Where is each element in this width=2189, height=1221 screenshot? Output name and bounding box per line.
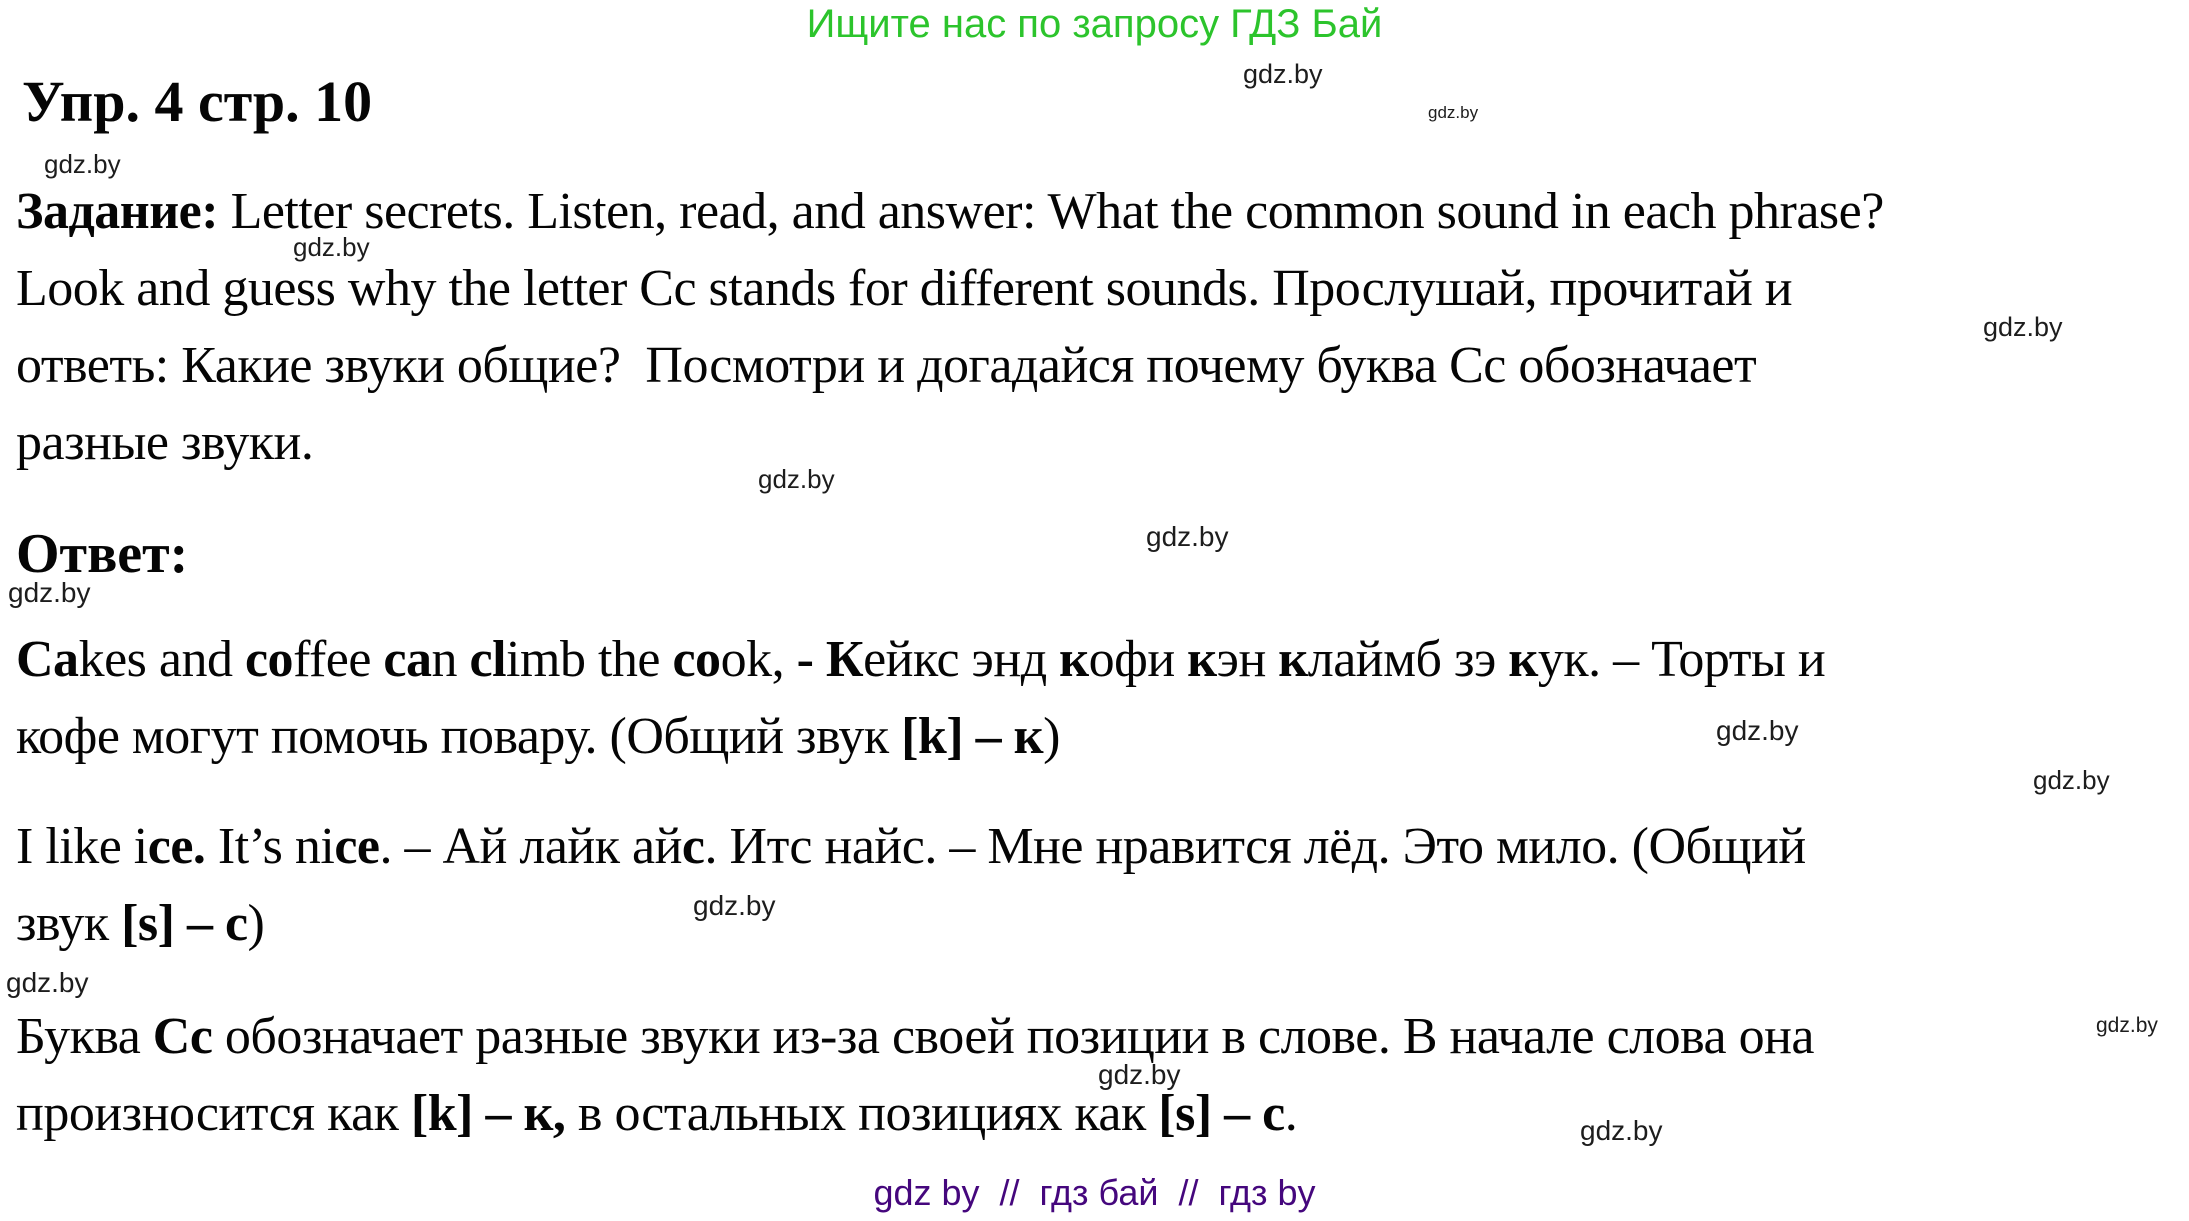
answer-line-4: [16, 894, 264, 953]
bold-text-segment: к: [1187, 631, 1217, 688]
bold-text-segment: ce: [334, 818, 380, 875]
text-segment: лаймб зэ: [1307, 631, 1509, 688]
text-segment: . Итс найс. – Мне нравится лёд. Это мило. (Общий: [704, 818, 1806, 875]
text-segment: It’s ni: [205, 818, 335, 875]
bold-text-segment: Задание:: [16, 183, 231, 240]
text-segment: разные звуки.: [16, 414, 314, 471]
bold-text-segment: Cc: [152, 1008, 213, 1065]
bold-text-segment: к: [1508, 631, 1538, 688]
answer-line-3: [16, 817, 1806, 876]
text-segment: ук. – Торты и: [1537, 631, 1826, 688]
bold-text-segment: Ca: [16, 631, 79, 688]
gdz-watermark: gdz.by: [1243, 59, 1323, 89]
text-segment: обозначает разные звуки из-за своей позиции в слове. В начале слова она: [212, 1008, 1814, 1065]
gdz-watermark: gdz.by: [2096, 1014, 2158, 1037]
answer-line-5: [16, 1007, 1814, 1066]
gdz-watermark: gdz.by: [1098, 1059, 1181, 1090]
bold-text-segment: co: [672, 631, 721, 688]
gdz-watermark: gdz.by: [1428, 103, 1479, 122]
text-segment: .: [1284, 1085, 1298, 1142]
gdz-watermark: gdz.by: [1983, 312, 2063, 342]
task-line-2: [16, 259, 1792, 318]
gdz-watermark: gdz.by: [44, 149, 121, 179]
bold-text-segment: - К: [796, 631, 864, 688]
gdz-watermark: gdz.by: [6, 967, 89, 998]
gdz-watermark: gdz.by: [758, 464, 835, 494]
bold-text-segment: к: [1278, 631, 1308, 688]
gdz-watermark: gdz.by: [1580, 1115, 1663, 1146]
text-segment: ): [247, 895, 265, 952]
bold-text-segment: [k] – к,: [410, 1085, 566, 1142]
bold-text-segment: ca: [383, 631, 432, 688]
text-segment: произносится как: [16, 1085, 411, 1142]
bold-text-segment: ce.: [147, 818, 206, 875]
text-segment: . – Ай лайк ай: [379, 818, 682, 875]
text-segment: ейкс энд: [863, 631, 1060, 688]
task-line-4: [16, 413, 313, 472]
bold-text-segment: co: [244, 631, 294, 688]
bold-text-segment: [s] – c: [121, 895, 248, 952]
bold-text-segment: к: [1059, 631, 1089, 688]
text-segment: в остальных позициях как: [565, 1085, 1159, 1142]
bold-text-segment: cl: [469, 631, 507, 688]
gdz-watermark: gdz.by: [693, 890, 776, 921]
task-line-3: [16, 336, 1756, 395]
gdz-watermark: gdz.by: [1146, 521, 1229, 552]
promo-header: Ищите нас по запросу ГДЗ Бай: [806, 2, 1383, 46]
answer-line-6: [16, 1084, 1297, 1143]
text-segment: I like i: [16, 818, 148, 875]
text-segment: ответь: Какие звуки общие? Посмотри и догадайся почему буква Cc обозначает: [16, 337, 1757, 394]
text-segment: ffee: [293, 631, 384, 688]
text-segment: звук: [16, 895, 122, 952]
text-segment: офи: [1088, 631, 1188, 688]
answer-label: Ответ:: [16, 523, 189, 585]
bold-text-segment: [s] – c: [1158, 1085, 1285, 1142]
text-segment: kes and: [78, 631, 245, 688]
gdz-watermark: gdz.by: [1716, 715, 1799, 746]
gdz-watermark: gdz.by: [293, 232, 370, 262]
text-segment: ok,: [720, 631, 797, 688]
text-segment: imb the: [506, 631, 673, 688]
bold-text-segment: с: [681, 818, 705, 875]
gdz-watermark: gdz.by: [2033, 765, 2110, 795]
footer-tags: gdz by // гдз бай // гдз by: [873, 1172, 1316, 1213]
text-segment: эн: [1216, 631, 1279, 688]
text-segment: n: [431, 631, 470, 688]
exercise-heading: Упр. 4 стр. 10: [22, 69, 373, 134]
text-segment: Letter secrets. Listen, read, and answer: What the common sound in each phrase?: [230, 183, 1884, 240]
text-segment: Буква: [16, 1008, 153, 1065]
gdz-watermark: gdz.by: [8, 577, 91, 608]
answer-line-2: [16, 707, 1060, 766]
bold-text-segment: [k] – к: [901, 708, 1044, 765]
answer-line-1: [16, 630, 1825, 689]
text-segment: Look and guess why the letter Cc stands for different sounds. Прослушай, прочитай и: [16, 260, 1793, 317]
text-segment: ): [1043, 708, 1060, 765]
text-segment: кофе могут помочь повару. (Общий звук: [16, 708, 902, 765]
